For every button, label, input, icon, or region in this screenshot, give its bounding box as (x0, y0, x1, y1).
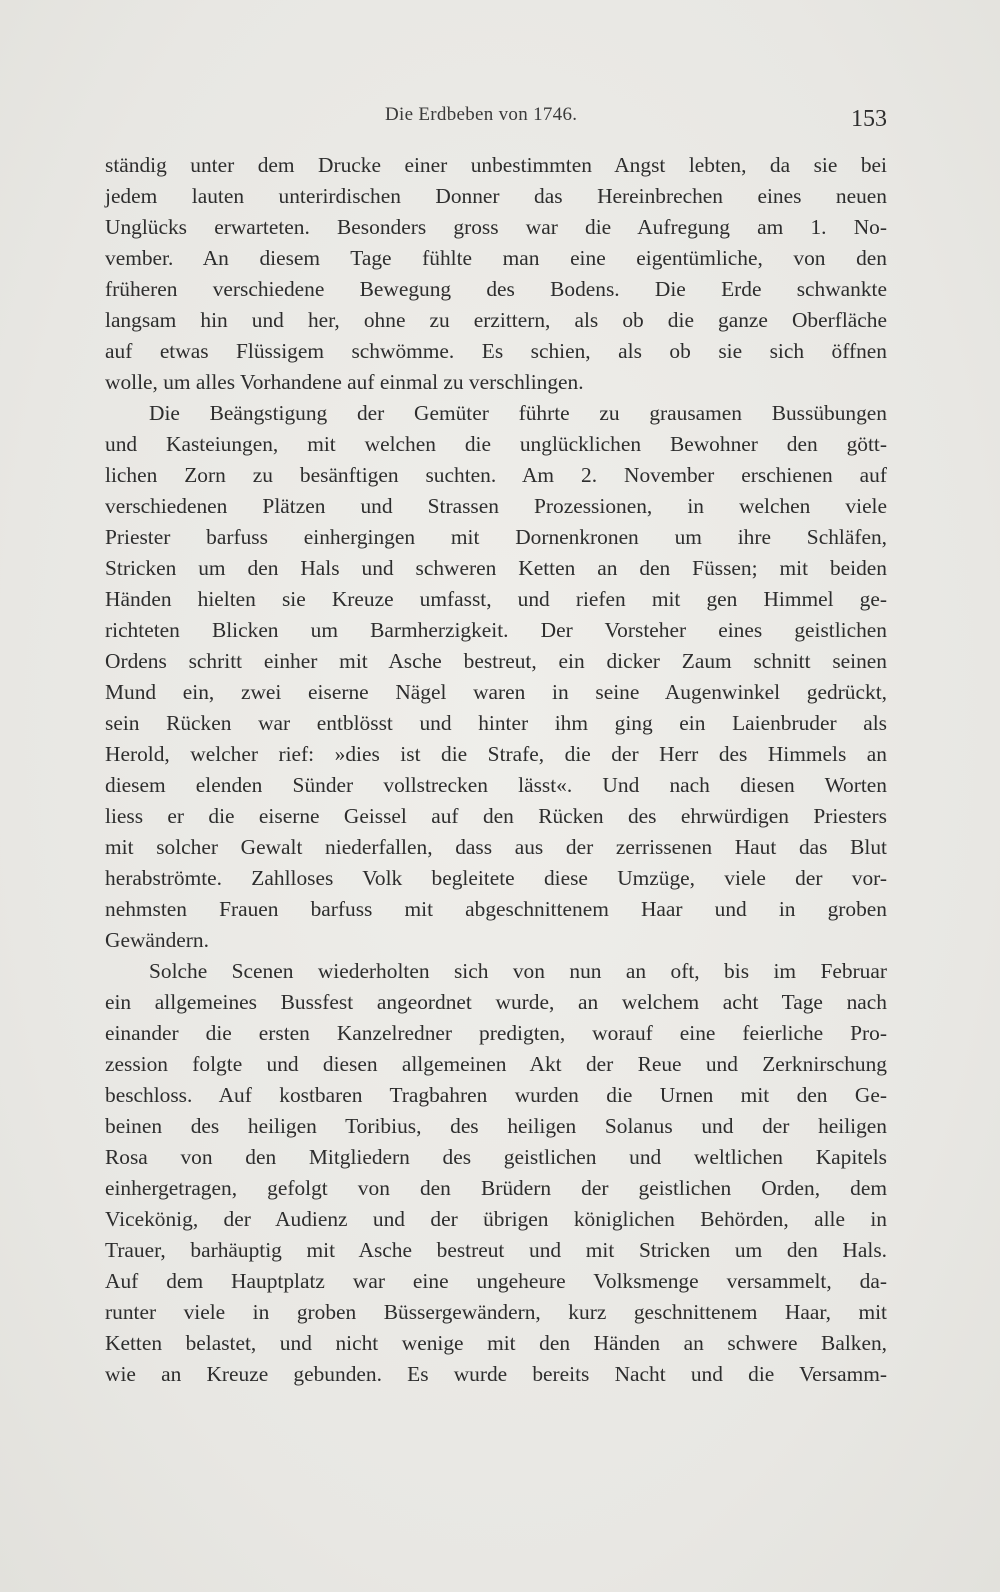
text-line: diesem elenden Sünder vollstrecken lässt«. Und nach diesen Worten (105, 773, 887, 797)
text-line: langsam hin und her, ohne zu erzittern, als ob die ganze Oberfläche (105, 308, 887, 332)
text-line: Ketten belastet, und nicht wenige mit den Händen an schwere Balken, (105, 1331, 887, 1355)
text-line: lichen Zorn zu besänftigen suchten. Am 2. November erschienen auf (105, 463, 887, 487)
text-line: Rosa von den Mitgliedern des geistlichen und weltlichen Kapitels (105, 1145, 887, 1169)
text-line: ein allgemeines Bussfest angeordnet wurde, an welchem acht Tage nach (105, 990, 887, 1014)
text-line: Ordens schritt einher mit Asche bestreut, ein dicker Zaum schnitt seinen (105, 649, 887, 673)
text-line: einander die ersten Kanzelredner predigten, worauf eine feierliche Pro- (105, 1021, 887, 1045)
page-header (105, 100, 887, 140)
text-line: Stricken um den Hals und schweren Ketten an den Füssen; mit beiden (105, 556, 887, 580)
text-line: Unglücks erwarteten. Besonders gross war die Aufregung am 1. No- (105, 215, 887, 239)
text-line: Herold, welcher rief: »dies ist die Strafe, die der Herr des Himmels an (105, 742, 887, 766)
text-line: beschloss. Auf kostbaren Tragbahren wurden die Urnen mit den Ge- (105, 1083, 887, 1107)
paragraph-start-line: Die Beängstigung der Gemüter führte zu grausamen Bussübungen (149, 401, 887, 425)
paragraph-start-line: Solche Scenen wiederholten sich von nun an oft, bis im Februar (149, 959, 887, 983)
text-line: einhergetragen, gefolgt von den Brüdern der geistlichen Orden, dem (105, 1176, 887, 1200)
text-line: Händen hielten sie Kreuze umfasst, und riefen mit gen Himmel ge- (105, 587, 887, 611)
paragraph-end-line: wolle, um alles Vorhandene auf einmal zu verschlingen. (105, 370, 584, 394)
text-line: Vicekönig, der Audienz und der übrigen königlichen Behörden, alle in (105, 1207, 887, 1231)
text-line: Priester barfuss einhergingen mit Dornenkronen um ihre Schläfen, (105, 525, 887, 549)
text-line: zession folgte und diesen allgemeinen Akt der Reue und Zerknirschung (105, 1052, 887, 1076)
text-line: Auf dem Hauptplatz war eine ungeheure Volksmenge versammelt, da- (105, 1269, 887, 1293)
page-number: 153 (851, 106, 887, 132)
text-line: liess er die eiserne Geissel auf den Rücken des ehrwürdigen Priesters (105, 804, 887, 828)
text-line: herabströmte. Zahlloses Volk begleitete diese Umzüge, viele der vor- (105, 866, 887, 890)
running-title: Die Erdbeben von 1746. (385, 104, 578, 125)
paragraph-end-line: Gewändern. (105, 928, 209, 952)
text-line: nehmsten Frauen barfuss mit abgeschnittenem Haar und in groben (105, 897, 887, 921)
text-line: sein Rücken war entblösst und hinter ihm ging ein Laienbruder als (105, 711, 887, 735)
text-line: richteten Blicken um Barmherzigkeit. Der Vorsteher eines geistlichen (105, 618, 887, 642)
text-line: und Kasteiungen, mit welchen die unglücklichen Bewohner den gött- (105, 432, 887, 456)
text-line: Trauer, barhäuptig mit Asche bestreut und mit Stricken um den Hals. (105, 1238, 887, 1262)
text-line: beinen des heiligen Toribius, des heiligen Solanus und der heiligen (105, 1114, 887, 1138)
text-line: ständig unter dem Drucke einer unbestimmten Angst lebten, da sie bei (105, 153, 887, 177)
text-line: jedem lauten unterirdischen Donner das Hereinbrechen eines neuen (105, 184, 887, 208)
text-line: Mund ein, zwei eiserne Nägel waren in seine Augenwinkel gedrückt, (105, 680, 887, 704)
text-line: wie an Kreuze gebunden. Es wurde bereits Nacht und die Versamm- (105, 1362, 887, 1386)
body-text (105, 150, 887, 1390)
text-line: auf etwas Flüssigem schwömme. Es schien, als ob sie sich öffnen (105, 339, 887, 363)
text-line: runter viele in groben Büssergewändern, kurz geschnittenem Haar, mit (105, 1300, 887, 1324)
text-line: verschiedenen Plätzen und Strassen Prozessionen, in welchen viele (105, 494, 887, 518)
text-line: früheren verschiedene Bewegung des Bodens. Die Erde schwankte (105, 277, 887, 301)
text-line: mit solcher Gewalt niederfallen, dass aus der zerrissenen Haut das Blut (105, 835, 887, 859)
text-line: vember. An diesem Tage fühlte man eine eigentümliche, von den (105, 246, 887, 270)
